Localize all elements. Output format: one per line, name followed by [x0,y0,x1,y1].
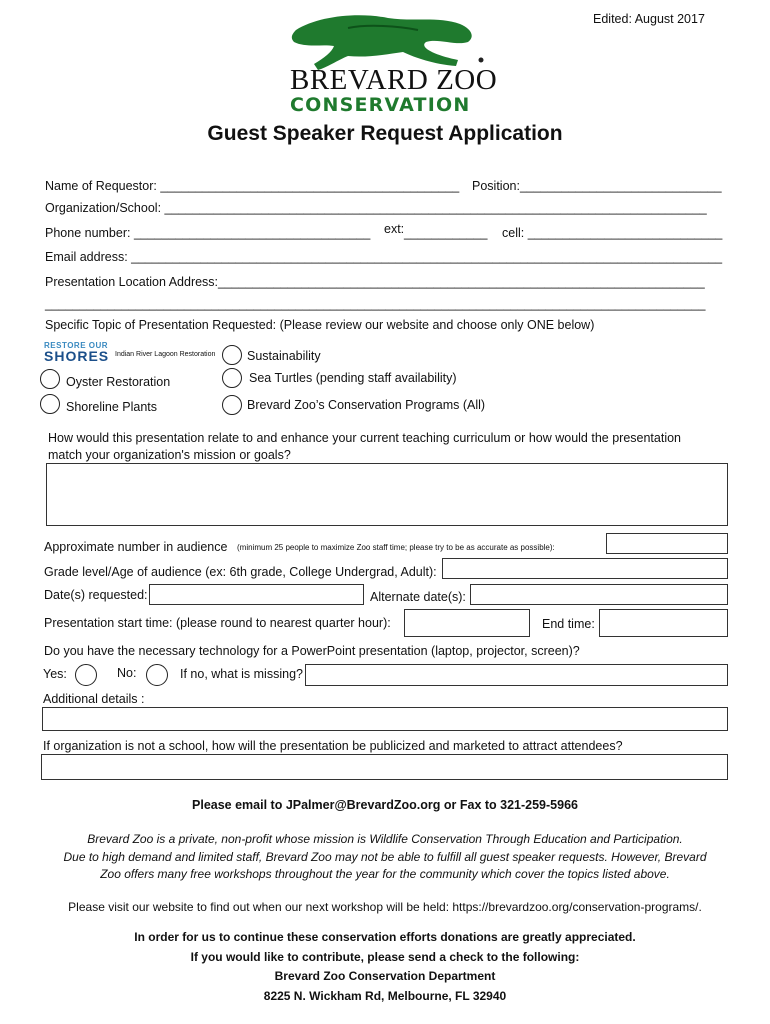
no-label: No: [117,666,137,680]
option-sustainability: Sustainability [247,349,321,363]
email-field[interactable]: Email address: _____________________________________________________________________________________ [45,250,723,264]
start-time-label: Presentation start time: (please round to nearest quarter hour): [44,616,391,630]
website-line: Please visit our website to find out when our next workshop will be held: https://brevardzoo.org/conservation-programs/. [68,900,702,914]
grade-label: Grade level/Age of audience (ex: 6th grade, College Undergrad, Adult): [44,565,437,579]
radio-shoreline-plants[interactable] [40,394,60,414]
dates-input[interactable] [149,584,364,605]
option-oyster-restoration: Oyster Restoration [66,375,171,389]
ext-label: ext: [384,222,405,236]
technology-question: Do you have the necessary technology for a PowerPoint presentation (laptop, projector, screen)? [44,644,580,658]
page-title: Guest Speaker Request Application [207,122,563,145]
radio-oyster-restoration[interactable] [40,369,60,389]
option-shoreline-plants: Shoreline Plants [66,400,158,414]
address-line: 8225 N. Wickham Rd, Melbourne, FL 32940 [263,989,507,1003]
radio-sea-turtles[interactable] [222,368,242,388]
mission-line2: Due to high demand and limited staff, Brevard Zoo may not be able to fulfill all guest speaker requests. However, Brevard [63,850,707,864]
logo-conservation: CONSERVATION [290,94,471,116]
shores-logo-line2: SHORES [44,348,110,364]
restore-our-shores-logo [44,341,109,363]
additional-label: Additional details : [43,692,145,706]
option-sea-turtles: Sea Turtles (pending staff availability) [249,371,457,385]
alt-dates-label: Alternate date(s): [370,590,466,604]
department-line: Brevard Zoo Conservation Department [274,969,496,983]
missing-label: If no, what is missing? [180,667,303,681]
phone-field[interactable]: Phone number: __________________________________ [45,226,371,240]
ext-field[interactable]: ____________ [404,226,488,240]
option-conservation-programs: Brevard Zoo’s Conservation Programs (All) [247,398,486,412]
position-field[interactable]: Position:_____________________________ [472,179,722,193]
grade-input[interactable] [442,558,728,579]
start-time-input[interactable] [404,609,530,637]
curriculum-textarea[interactable] [46,463,728,526]
yes-label: Yes: [43,667,67,681]
name-field[interactable]: Name of Requestor: ___________________________________________ [45,179,460,193]
cell-field[interactable]: cell: ____________________________ [502,226,723,240]
additional-input[interactable] [42,707,728,731]
logo-brevard-zoo: BREVARD ZOO [290,64,498,96]
audience-count-input[interactable] [606,533,728,554]
radio-sustainability[interactable] [222,345,242,365]
dates-label: Date(s) requested: [44,588,148,602]
end-time-input[interactable] [599,609,728,637]
mission-line3: Zoo offers many free workshops throughout the year for the community which cover the topics listed above. [100,867,670,881]
audience-note: (minimum 25 people to maximize Zoo staff time; please try to be as accurate as possible): [237,543,555,552]
curriculum-question-line2: match your organization's mission or goals? [48,448,291,462]
missing-input[interactable] [305,664,728,686]
radio-yes[interactable] [75,664,97,686]
contact-line: Please email to JPalmer@BrevardZoo.org or Fax to 321-259-5966 [192,798,578,812]
alt-dates-input[interactable] [470,584,728,605]
radio-no[interactable] [146,664,168,686]
topic-heading: Specific Topic of Presentation Requested: (Please review our website and choose only ONE below) [45,318,595,332]
organization-field[interactable]: Organization/School: ______________________________________________________________________________ [45,201,707,215]
publicize-question: If organization is not a school, how will the presentation be publicized and marketed to attract attendees? [43,739,623,753]
publicize-input[interactable] [41,754,728,780]
donation-line1: In order for us to continue these conservation efforts donations are greatly appreciated. [134,930,636,944]
audience-label: Approximate number in audience [44,540,228,554]
location-field-line2[interactable]: _______________________________________________________________________________________________ [45,297,706,311]
donation-line2: If you would like to contribute, please send a check to the following: [190,950,580,964]
shores-caption: Indian River Lagoon Restoration [115,351,216,358]
end-time-label: End time: [542,617,595,631]
radio-conservation-programs[interactable] [222,395,242,415]
mission-line1: Brevard Zoo is a private, non-profit whose mission is Wildlife Conservation Through Education and Participation. [87,832,683,846]
curriculum-question-line1: How would this presentation relate to and enhance your current teaching curriculum or how would the presentation [48,431,682,445]
location-field[interactable]: Presentation Location Address:______________________________________________________________________ [45,275,705,289]
edited-date: Edited: August 2017 [593,12,705,26]
shores-logo-line1: RESTORE OUR [44,341,109,350]
